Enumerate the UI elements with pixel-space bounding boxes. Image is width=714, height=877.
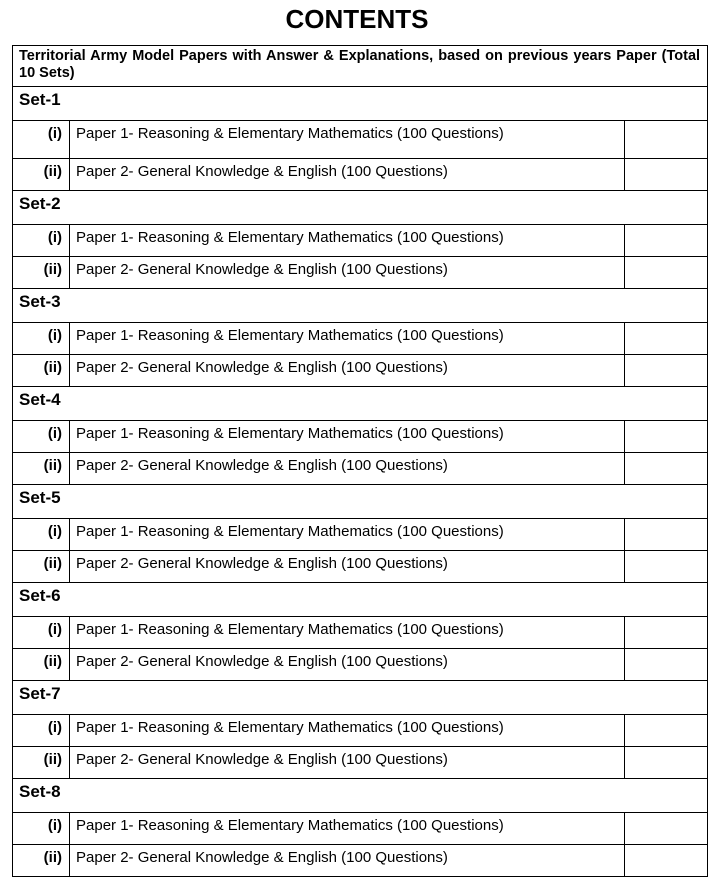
page-number-cell	[625, 715, 708, 747]
paper-row	[13, 649, 708, 681]
page-number-cell	[625, 845, 708, 877]
paper-row	[13, 225, 708, 257]
page-number-cell	[625, 551, 708, 583]
paper-number: (i)	[13, 421, 70, 453]
paper-number: (ii)	[13, 845, 70, 877]
set-heading-row	[13, 583, 708, 617]
paper-number: (i)	[13, 323, 70, 355]
paper-title: Paper 2- General Knowledge & English (100 Questions)	[70, 257, 625, 289]
set-heading: Set-3	[13, 289, 708, 323]
paper-row	[13, 453, 708, 485]
page-number-cell	[625, 813, 708, 845]
paper-row	[13, 159, 708, 191]
paper-title: Paper 2- General Knowledge & English (100 Questions)	[70, 453, 625, 485]
set-heading: Set-1	[13, 87, 708, 121]
paper-number: (ii)	[13, 159, 70, 191]
paper-row	[13, 121, 708, 159]
paper-number: (ii)	[13, 747, 70, 779]
paper-title: Paper 2- General Knowledge & English (100 Questions)	[70, 845, 625, 877]
paper-title: Paper 1- Reasoning & Elementary Mathematics (100 Questions)	[70, 121, 625, 159]
set-heading: Set-7	[13, 681, 708, 715]
paper-row	[13, 747, 708, 779]
paper-title: Paper 2- General Knowledge & English (100 Questions)	[70, 747, 625, 779]
set-heading-row	[13, 779, 708, 813]
paper-title: Paper 1- Reasoning & Elementary Mathematics (100 Questions)	[70, 715, 625, 747]
page-number-cell	[625, 121, 708, 159]
page-number-cell	[625, 323, 708, 355]
set-heading-row	[13, 387, 708, 421]
table-header-row	[13, 46, 708, 87]
paper-row	[13, 715, 708, 747]
page-number-cell	[625, 421, 708, 453]
paper-title: Paper 1- Reasoning & Elementary Mathematics (100 Questions)	[70, 225, 625, 257]
set-heading: Set-5	[13, 485, 708, 519]
paper-title: Paper 2- General Knowledge & English (100 Questions)	[70, 355, 625, 387]
page-number-cell	[625, 649, 708, 681]
table-header-text: Territorial Army Model Papers with Answer & Explanations, based on previous years Paper (Total 10 Sets)	[19, 48, 701, 81]
page-number-cell	[625, 225, 708, 257]
paper-row	[13, 813, 708, 845]
page-number-cell	[625, 617, 708, 649]
paper-row	[13, 355, 708, 387]
set-heading-row	[13, 289, 708, 323]
paper-row	[13, 421, 708, 453]
paper-row	[13, 323, 708, 355]
set-heading-row	[13, 191, 708, 225]
paper-number: (ii)	[13, 649, 70, 681]
table-header-cell	[13, 46, 708, 87]
contents-table	[12, 45, 708, 877]
paper-number: (ii)	[13, 453, 70, 485]
set-heading: Set-2	[13, 191, 708, 225]
page-number-cell	[625, 159, 708, 191]
paper-number: (i)	[13, 813, 70, 845]
paper-title: Paper 1- Reasoning & Elementary Mathematics (100 Questions)	[70, 617, 625, 649]
page-title: CONTENTS	[285, 4, 429, 34]
paper-number: (ii)	[13, 355, 70, 387]
set-heading-row	[13, 485, 708, 519]
paper-row	[13, 617, 708, 649]
page-number-cell	[625, 257, 708, 289]
paper-title: Paper 1- Reasoning & Elementary Mathematics (100 Questions)	[70, 813, 625, 845]
paper-title: Paper 2- General Knowledge & English (100 Questions)	[70, 551, 625, 583]
paper-row	[13, 257, 708, 289]
paper-number: (i)	[13, 519, 70, 551]
paper-title: Paper 2- General Knowledge & English (100 Questions)	[70, 159, 625, 191]
paper-number: (i)	[13, 121, 70, 159]
paper-row	[13, 519, 708, 551]
paper-number: (i)	[13, 715, 70, 747]
paper-number: (i)	[13, 225, 70, 257]
set-heading: Set-6	[13, 583, 708, 617]
paper-row	[13, 551, 708, 583]
paper-number: (i)	[13, 617, 70, 649]
page-number-cell	[625, 453, 708, 485]
paper-title: Paper 1- Reasoning & Elementary Mathematics (100 Questions)	[70, 519, 625, 551]
page-number-cell	[625, 519, 708, 551]
paper-title: Paper 2- General Knowledge & English (100 Questions)	[70, 649, 625, 681]
paper-number: (ii)	[13, 551, 70, 583]
set-heading-row	[13, 681, 708, 715]
paper-row	[13, 845, 708, 877]
page-number-cell	[625, 355, 708, 387]
paper-title: Paper 1- Reasoning & Elementary Mathematics (100 Questions)	[70, 323, 625, 355]
set-heading: Set-8	[13, 779, 708, 813]
set-heading: Set-4	[13, 387, 708, 421]
page-number-cell	[625, 747, 708, 779]
paper-title: Paper 1- Reasoning & Elementary Mathematics (100 Questions)	[70, 421, 625, 453]
set-heading-row	[13, 87, 708, 121]
paper-number: (ii)	[13, 257, 70, 289]
